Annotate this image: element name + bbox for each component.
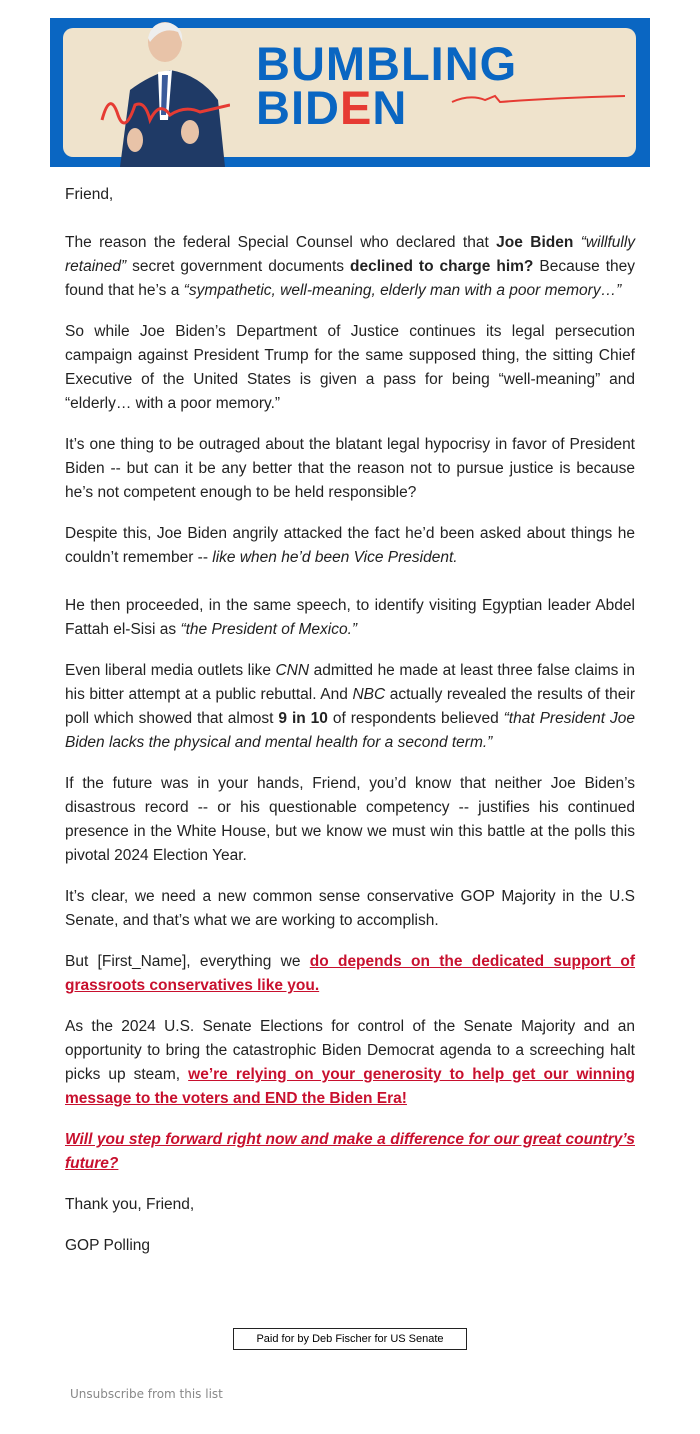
paragraph-11 bbox=[65, 1128, 635, 1176]
paragraph-4: Despite this, Joe Biden angrily attacked the fact he’d been asked about things he couldn’t remember -- like when he’d been Vice President. bbox=[65, 525, 635, 566]
red-scribble bbox=[450, 92, 630, 108]
donate-link-3[interactable]: Will you step forward right now and make a difference for our great country’s future? bbox=[65, 1131, 635, 1172]
paragraph-5: He then proceeded, in the same speech, to identify visiting Egyptian leader Abdel Fattah el-Sisi as “the President of Mexico.” bbox=[65, 597, 635, 638]
paragraph-8: It’s clear, we need a new common sense conservative GOP Majority in the U.S Senate, and that’s what we are working to accomplish. bbox=[65, 888, 635, 929]
banner-title-line1: BUMBLING bbox=[256, 37, 518, 90]
paragraph-9: But [First_Name], everything we do depends on the dedicated support of grassroots conservatives like you. bbox=[65, 953, 635, 994]
paragraph-6: Even liberal media outlets like CNN admitted he made at least three false claims in his bitter attempt at a public rebuttal. And NBC actually revealed the results of their poll which showed that almost 9 in 10 of respondents believed “that President Joe Biden lacks the physical and mental health for a second term.” bbox=[65, 662, 636, 751]
header-banner bbox=[50, 18, 650, 167]
paragraph-1: The reason the federal Special Counsel who declared that Joe Biden “willfully retained” secret government documents declined to charge him? Because they found that he’s a “sympathetic, well-meaning, elderly man with a poor memory…” bbox=[65, 234, 636, 299]
biden-photo bbox=[90, 20, 230, 167]
donate-link-1[interactable]: do depends on the dedicated support of grassroots conservatives like you. bbox=[65, 953, 635, 994]
email-body bbox=[50, 167, 650, 1258]
paragraph-2: So while Joe Biden’s Department of Justice continues its legal persecution campaign against President Trump for the same supposed thing, the sitting Chief Executive of the United States is given a pass for being “well-meaning” and “elderly… with a poor memory.” bbox=[65, 323, 635, 412]
signature: GOP Polling bbox=[65, 1237, 151, 1254]
closing: Thank you, Friend, bbox=[65, 1196, 195, 1213]
banner-title-line2: BIDEN bbox=[256, 81, 408, 134]
paragraph-3: It’s one thing to be outraged about the blatant legal hypocrisy in favor of President Biden -- but can it be any better that the reason not to pursue justice is because he’s not competent enough to be held responsible? bbox=[65, 436, 635, 501]
paragraph-7: If the future was in your hands, Friend, you’d know that neither Joe Biden’s disastrous record -- or his questionable competency -- justifies his continued presence in the White House, but we know we must win this battle at the polls this pivotal 2024 Election Year. bbox=[65, 775, 635, 864]
donate-link-2[interactable]: we’re relying on your generosity to help get our winning message to the voters and END the Biden Era! bbox=[65, 1066, 635, 1107]
paragraph-10: As the 2024 U.S. Senate Elections for control of the Senate Majority and an opportunity to bring the catastrophic Biden Democrat agenda to a screeching halt picks up steam, we’re relying on your generosity to help get our winning message to the voters and END the Biden Era! bbox=[65, 1018, 635, 1107]
greeting: Friend, bbox=[65, 186, 114, 203]
paid-for-disclaimer: Paid for by Deb Fischer for US Senate bbox=[233, 1328, 467, 1350]
unsubscribe-link[interactable]: Unsubscribe from this list bbox=[70, 1387, 223, 1401]
banner-title bbox=[256, 37, 518, 134]
